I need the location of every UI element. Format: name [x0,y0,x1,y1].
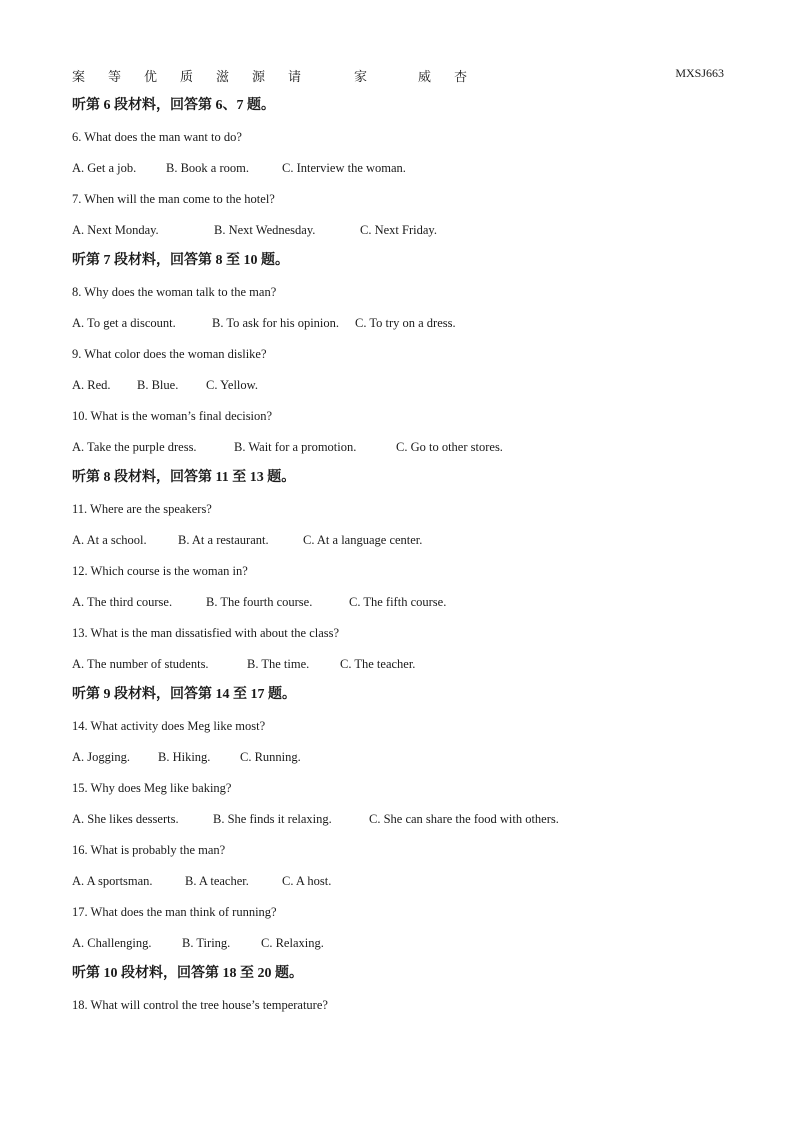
option-c: C. At a language center. [303,533,423,547]
answer-options [72,933,722,964]
question-text: 10. What is the woman’s final decision? [72,409,273,423]
question-text: 8. Why does the woman talk to the man? [72,285,277,299]
option-c: C. Interview the woman. [282,161,406,175]
question-text: 6. What does the man want to do? [72,130,242,144]
option-b: B. The time. [247,657,310,671]
answer-options [72,871,722,902]
answer-options [72,809,722,840]
question-text: 11. Where are the speakers? [72,502,212,516]
option-a: A. A sportsman. [72,874,153,888]
option-c: C. The fifth course. [349,595,447,609]
answer-options [72,592,722,623]
question-text: 15. Why does Meg like baking? [72,781,232,795]
header-char: 滋 [216,69,230,84]
question-text: 9. What color does the woman dislike? [72,347,267,361]
answer-options [72,375,722,406]
option-a: A. She likes desserts. [72,812,179,826]
option-a: A. The number of students. [72,657,209,671]
option-b: B. Book a room. [166,161,249,175]
question-text: 17. What does the man think of running? [72,905,277,919]
option-a: A. The third course. [72,595,173,609]
header-char: 优 [144,69,158,84]
answer-options [72,220,722,251]
option-b: B. At a restaurant. [178,533,269,547]
answer-options [72,158,722,189]
question-text: 14. What activity does Meg like most? [72,719,266,733]
option-a: A. Red. [72,378,111,392]
header-char: 案 [72,69,86,84]
option-b: B. Tiring. [182,936,231,950]
option-b: B. Next Wednesday. [214,223,316,237]
option-a: A. Next Monday. [72,223,159,237]
option-b: B. To ask for his opinion. [212,316,340,330]
option-a: A. Get a job. [72,161,137,175]
option-b: B. Hiking. [158,750,211,764]
answer-options [72,437,722,468]
option-b: B. She finds it relaxing. [213,812,332,826]
option-c: C. A host. [282,874,332,888]
option-b: B. Wait for a promotion. [234,440,357,454]
option-a: A. To get a discount. [72,316,176,330]
section-title: 听第 7 段材料，回答第 8 至 10 题。 [72,253,289,268]
option-c: C. Relaxing. [261,936,324,950]
question-text: 18. What will control the tree house’s temperature? [72,998,328,1012]
question-text: 16. What is probably the man? [72,843,226,857]
question-text: 7. When will the man come to the hotel? [72,192,275,206]
page-header [72,66,724,86]
option-a: A. Jogging. [72,750,130,764]
question-text: 12. Which course is the woman in? [72,564,248,578]
section-title: 听第 9 段材料，回答第 14 至 17 题。 [72,687,296,702]
answer-options [72,530,722,561]
header-char: 杏 [454,69,468,84]
section-title: 听第 6 段材料，回答第 6、7 题。 [72,98,275,113]
option-c: C. Yellow. [206,378,258,392]
option-c: C. Next Friday. [360,223,437,237]
option-c: C. Running. [240,750,301,764]
header-char: 质 [180,69,194,84]
answer-options [72,654,722,685]
header-char: 等 [108,69,122,84]
option-b: B. Blue. [137,378,179,392]
header-char: 请 [288,69,302,84]
listening-questions [72,96,722,1026]
option-c: C. To try on a dress. [355,316,456,330]
option-c: C. She can share the food with others. [369,812,559,826]
section-title: 听第 8 段材料，回答第 11 至 13 题。 [72,470,296,485]
header-char: 威 [418,69,432,84]
option-c: C. Go to other stores. [396,440,503,454]
answer-options [72,747,722,778]
header-char: 源 [252,69,266,84]
document-code: MXSJ663 [675,66,724,80]
header-char: 家 [354,69,368,84]
option-c: C. The teacher. [340,657,416,671]
question-text: 13. What is the man dissatisfied with about the class? [72,626,340,640]
answer-options [72,313,722,344]
option-b: B. A teacher. [185,874,249,888]
option-a: A. Challenging. [72,936,152,950]
option-a: A. Take the purple dress. [72,440,197,454]
option-b: B. The fourth course. [206,595,313,609]
section-title: 听第 10 段材料，回答第 18 至 20 题。 [72,966,303,981]
option-a: A. At a school. [72,533,147,547]
